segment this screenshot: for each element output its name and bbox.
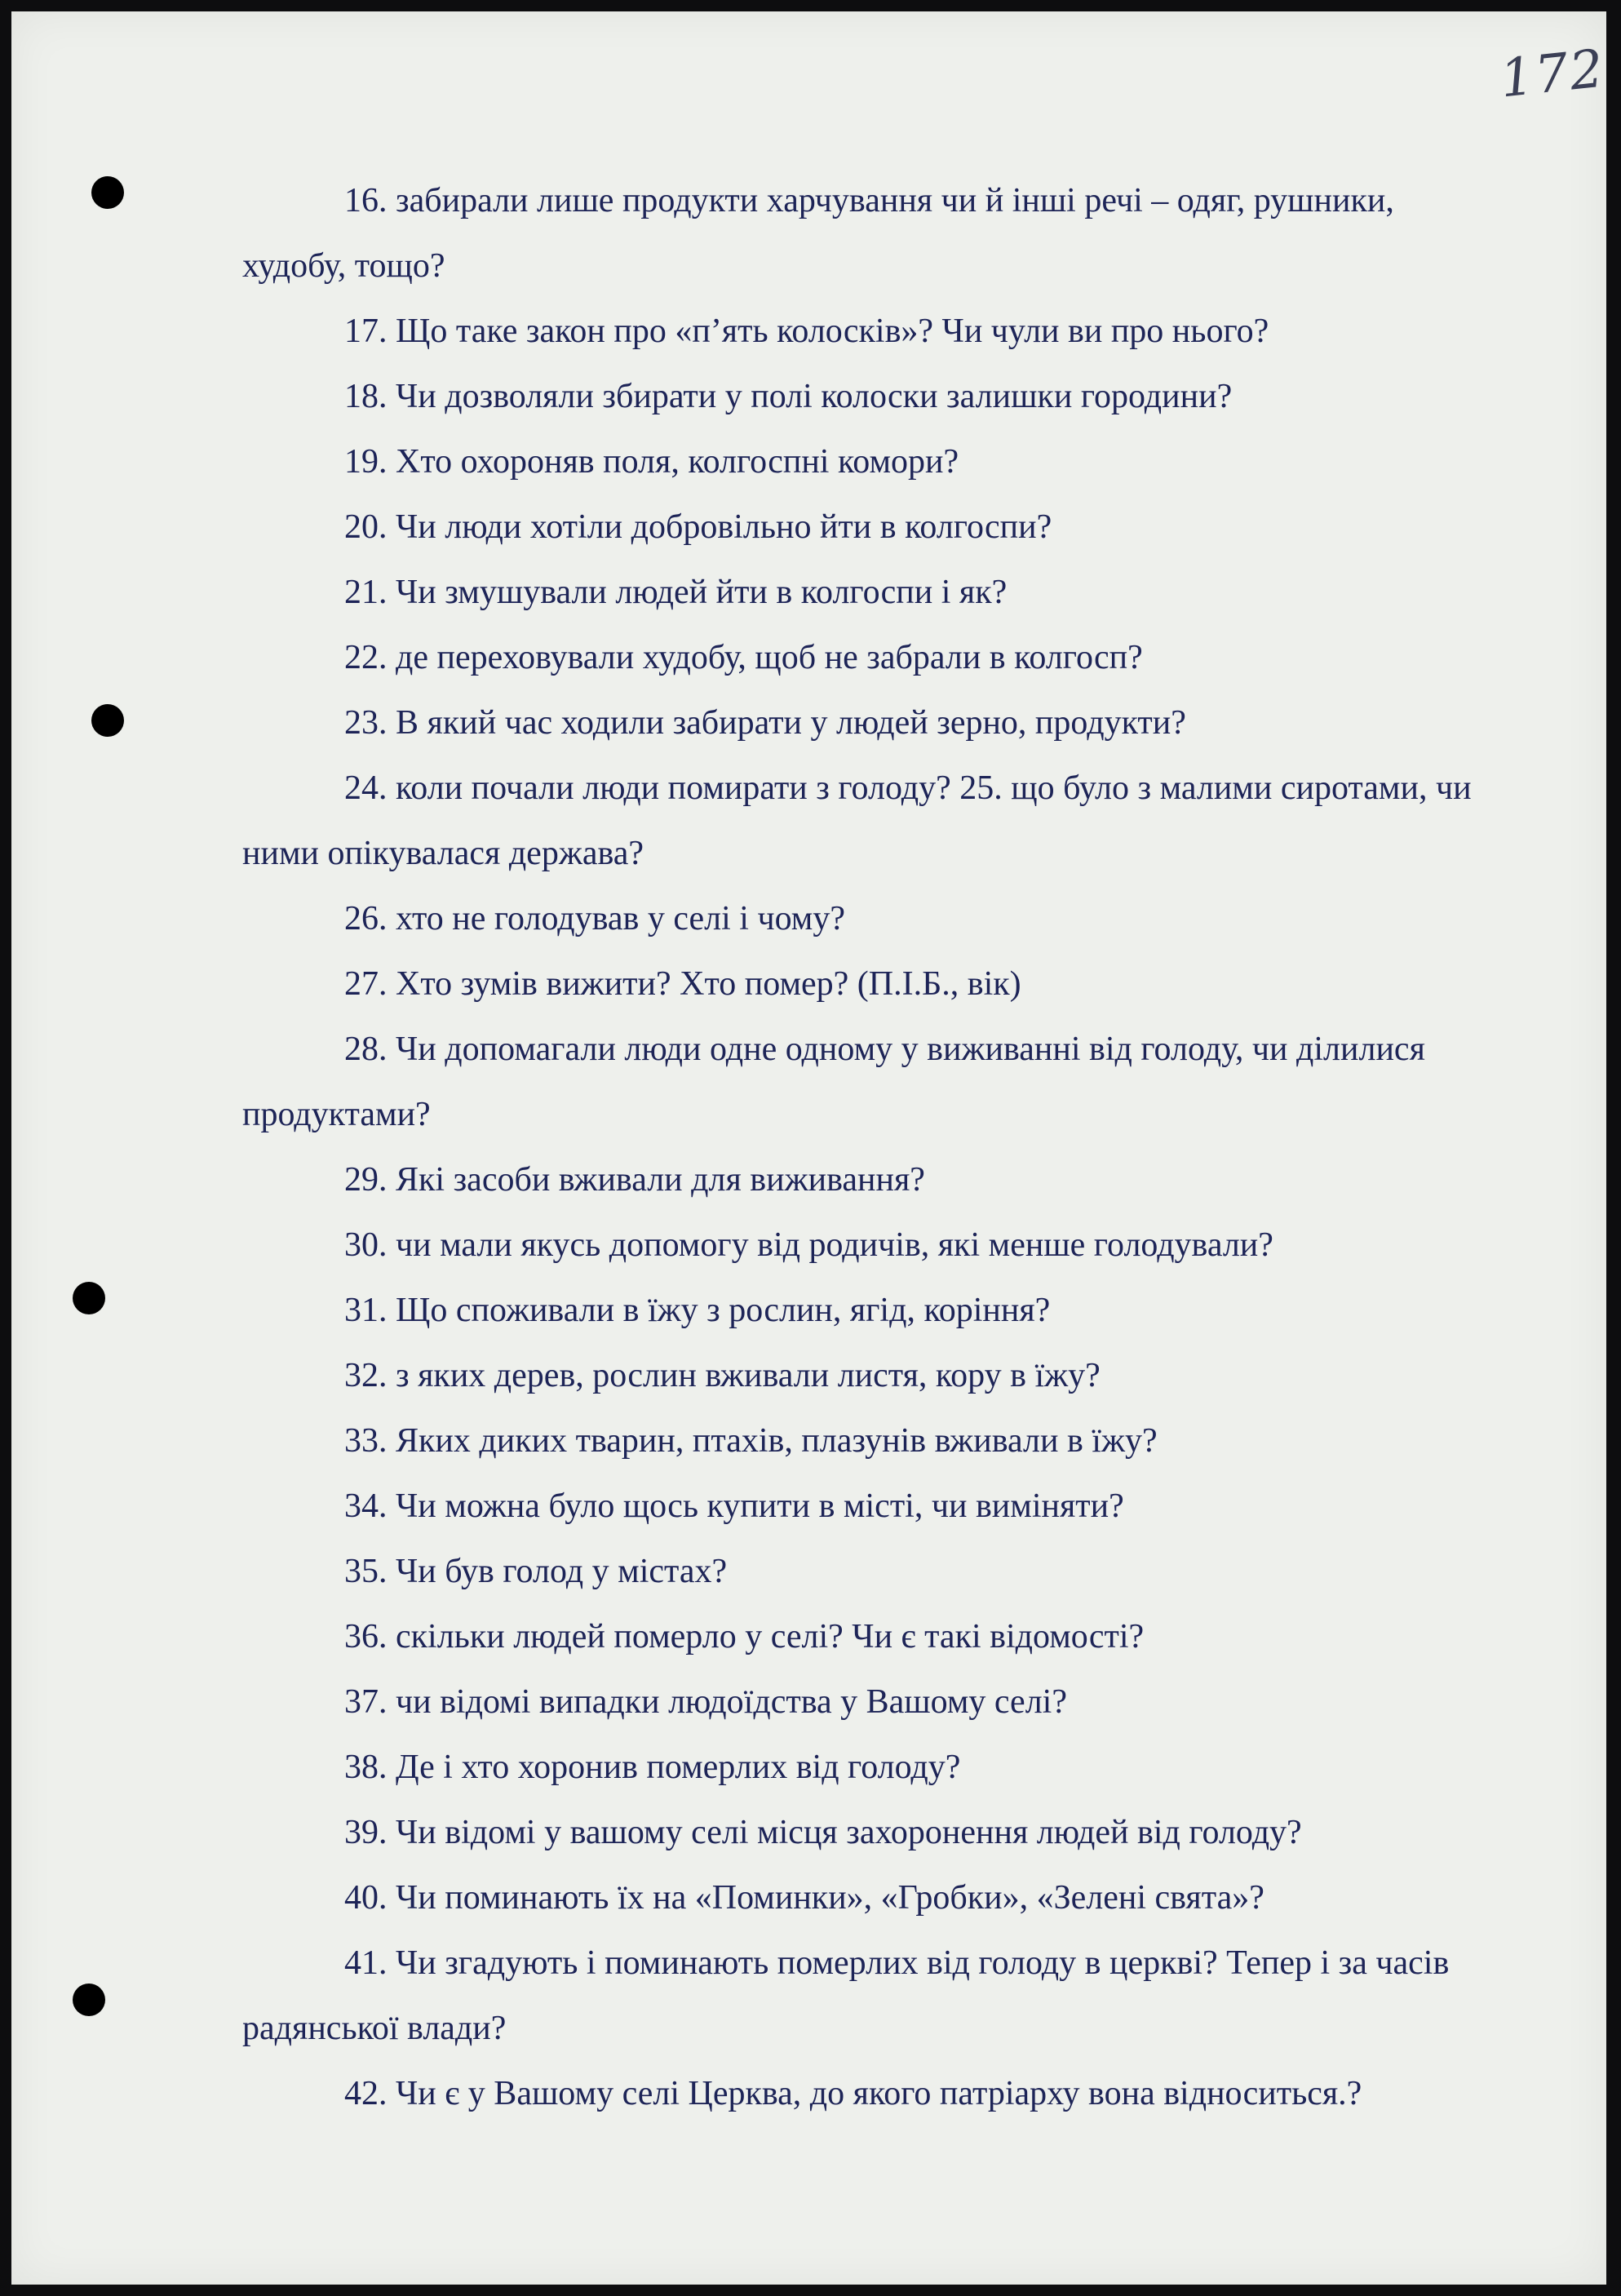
question-19: 19. Хто охороняв поля, колгоспні комори? — [344, 443, 959, 481]
question-20: 20. Чи люди хотіли добровільно йти в колгоспи? — [344, 508, 1052, 546]
question-list — [11, 11, 1606, 2285]
question-23: 23. В який час ходили забирати у людей зерно, продукти? — [344, 704, 1186, 742]
question-35: 35. Чи був голод у містах? — [344, 1553, 728, 1590]
question-33: 33. Яких диких тварин, птахів, плазунів вживали в їжу? — [344, 1422, 1158, 1460]
question-24-25: 24. коли почали люди помирати з голоду? 25. що було з малими сиротами, чи ними опікувалася держава? — [242, 769, 1472, 872]
question-34: 34. Чи можна було щось купити в місті, чи виміняти? — [344, 1487, 1124, 1525]
question-30: 30. чи мали якусь допомогу від родичів, які менше голодували? — [344, 1226, 1273, 1264]
question-18: 18. Чи дозволяли збирати у полі колоски залишки городини? — [344, 378, 1233, 415]
question-42: 42. Чи є у Вашому селі Церква, до якого патріарху вона відноситься.? — [344, 2075, 1362, 2112]
document-page — [11, 11, 1606, 2285]
question-26: 26. хто не голодував у селі і чому? — [344, 900, 846, 937]
question-37: 37. чи відомі випадки людоїдства у Вашому селі? — [344, 1683, 1067, 1721]
question-22: 22. де переховували худобу, щоб не забрали в колгосп? — [344, 639, 1143, 676]
question-41: 41. Чи згадують і поминають померлих від голоду в церкві? Тепер і за часів радянської влади? — [242, 1944, 1450, 2047]
handwritten-page-number: 172 — [1497, 38, 1608, 110]
question-40: 40. Чи поминають їх на «Поминки», «Гробки», «Зелені свята»? — [344, 1879, 1264, 1917]
question-29: 29. Які засоби вживали для виживання? — [344, 1161, 925, 1199]
question-27: 27. Хто зумів вижити? Хто помер? (П.І.Б., вік) — [344, 965, 1021, 1003]
question-31: 31. Що споживали в їжу з рослин, ягід, коріння? — [344, 1292, 1051, 1329]
question-21: 21. Чи змушували людей йти в колгоспи і як? — [344, 574, 1008, 611]
question-16: 16. забирали лише продукти харчування чи й інші речі – одяг, рушники, худобу, тощо? — [242, 182, 1394, 285]
question-32: 32. з яких дерев, рослин вживали листя, кору в їжу? — [344, 1357, 1101, 1394]
question-36: 36. скільки людей померло у селі? Чи є такі відомості? — [344, 1618, 1145, 1656]
question-38: 38. Де і хто хоронив померлих від голоду? — [344, 1749, 961, 1786]
question-39: 39. Чи відомі у вашому селі місця захоронення людей від голоду? — [344, 1814, 1302, 1851]
question-28: 28. Чи допомагали люди одне одному у виживанні від голоду, чи ділилися продуктами? — [242, 1031, 1425, 1133]
question-17: 17. Що таке закон про «п’ять колосків»? Чи чули ви про нього? — [344, 312, 1269, 350]
